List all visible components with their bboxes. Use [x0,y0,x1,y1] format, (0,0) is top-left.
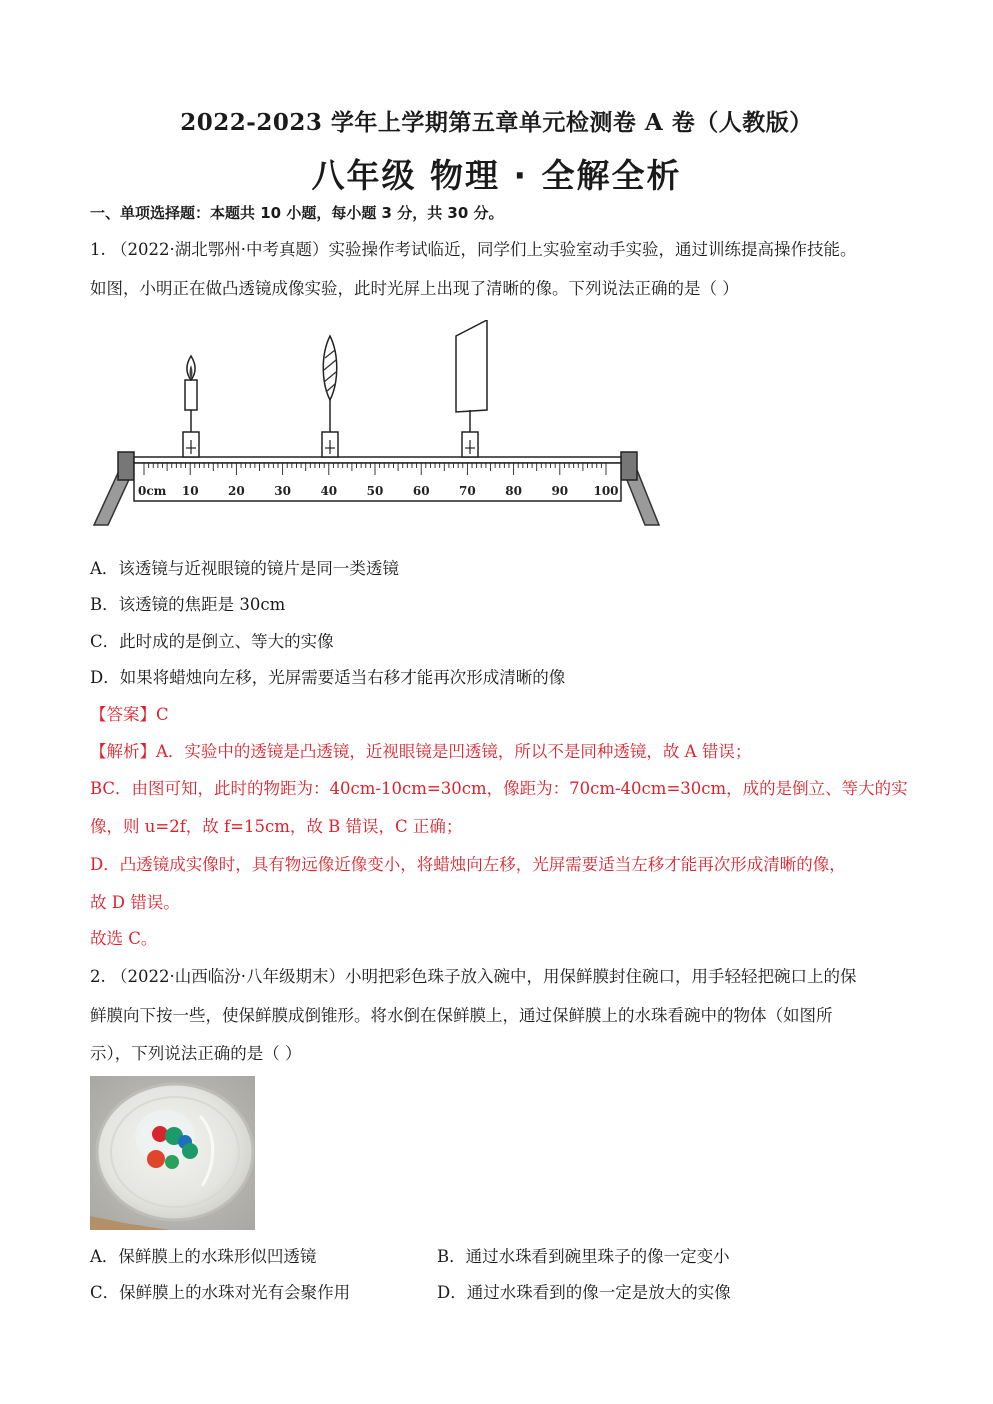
ruler-label: 10 [181,484,199,498]
q2-option-d: D．通过水珠看到的像一定是放大的实像 [437,1283,731,1302]
light-screen [456,320,487,457]
bowl-photo [90,1076,255,1230]
q1-answer: 【答案】C [90,705,169,724]
q2-option-c: C．保鲜膜上的水珠对光有会聚作用 [90,1283,351,1302]
q1-option-a: A．该透镜与近视眼镜的镜片是同一类透镜 [90,559,399,578]
convex-lens [322,336,338,457]
q2-stem-line2: 鲜膜向下按一些，使保鲜膜成倒锥形。将水倒在保鲜膜上，通过保鲜膜上的水珠看碗中的物体（如图所 [90,1006,833,1025]
q2-option-b: B．通过水珠看到碗里珠子的像一定变小 [437,1247,730,1266]
q2-stem-line1: 2. （2022·山西临汾·八年级期末）小明把彩色珠子放入碗中，用保鲜膜封住碗口，用手轻轻把碗口上的保 [90,967,857,986]
ruler-label: 40 [320,484,338,498]
green-bead-3 [165,1155,179,1169]
q1-analysis-line3: 像，则 u=2f，故 f=15cm，故 B 错误，C 正确； [90,817,463,836]
green-bead-2 [182,1143,198,1159]
q1-analysis-line4: D．凸透镜成实像时，具有物远像近像变小，将蜡烛向左移，光屏需要适当左移才能再次形成清晰的像， [90,855,846,874]
q1-stem-line2: 如图，小明正在做凸透镜成像实验，此时光屏上出现了清晰的像。下列说法正确的是（ ） [90,279,739,298]
rail [134,457,621,463]
q1-option-c: C．此时成的是倒立、等大的实像 [90,632,334,651]
ruler-label: 20 [228,484,245,498]
q1-option-d: D．如果将蜡烛向左移，光屏需要适当右移才能再次形成清晰的像 [90,668,566,687]
ruler-label: 70 [459,484,476,498]
optical-bench-figure [90,320,665,530]
left-end-block [118,452,134,480]
q1-analysis-line5: 故 D 错误。 [90,893,180,912]
orange-bead [147,1150,165,1168]
q2-option-a: A．保鲜膜上的水珠形似凹透镜 [90,1247,317,1266]
document-title: 2022-2023 学年上学期第五章单元检测卷 A 卷（人教版） [180,109,813,136]
ruler-label: 60 [412,484,430,498]
ruler-label: 80 [505,484,522,498]
q1-stem-line1: 1. （2022·湖北鄂州·中考真题）实验操作考试临近，同学们上实验室动手实验，通过训练提高操作技能。 [90,240,857,259]
q2-stem-line3: 示），下列说法正确的是（ ） [90,1044,302,1063]
ruler-label: 90 [551,484,569,498]
candle [183,356,199,457]
ruler-label: 30 [274,484,291,498]
q1-analysis-line2: BC．由图可知，此时的物距为：40cm-10cm=30cm，像距为：70cm-40cm=30cm，成的是倒立、等大的实 [90,779,908,798]
document-subtitle: 八年级 物理 · 全解全析 [311,156,682,195]
ruler-label: 100 [593,484,619,498]
section-heading: 一、单项选择题：本题共 10 小题，每小题 3 分，共 30 分。 [90,204,504,222]
ruler-label: 50 [366,484,384,498]
q1-analysis-line6: 故选 C。 [90,929,158,948]
q1-option-b: B．该透镜的焦距是 30cm [90,595,286,614]
q1-analysis-line1: 【解析】A．实验中的透镜是凸透镜，近视眼镜是凹透镜，所以不是同种透镜，故 A 错误； [90,742,752,761]
ruler-label: 0cm [138,484,167,498]
right-end-block [621,452,637,480]
